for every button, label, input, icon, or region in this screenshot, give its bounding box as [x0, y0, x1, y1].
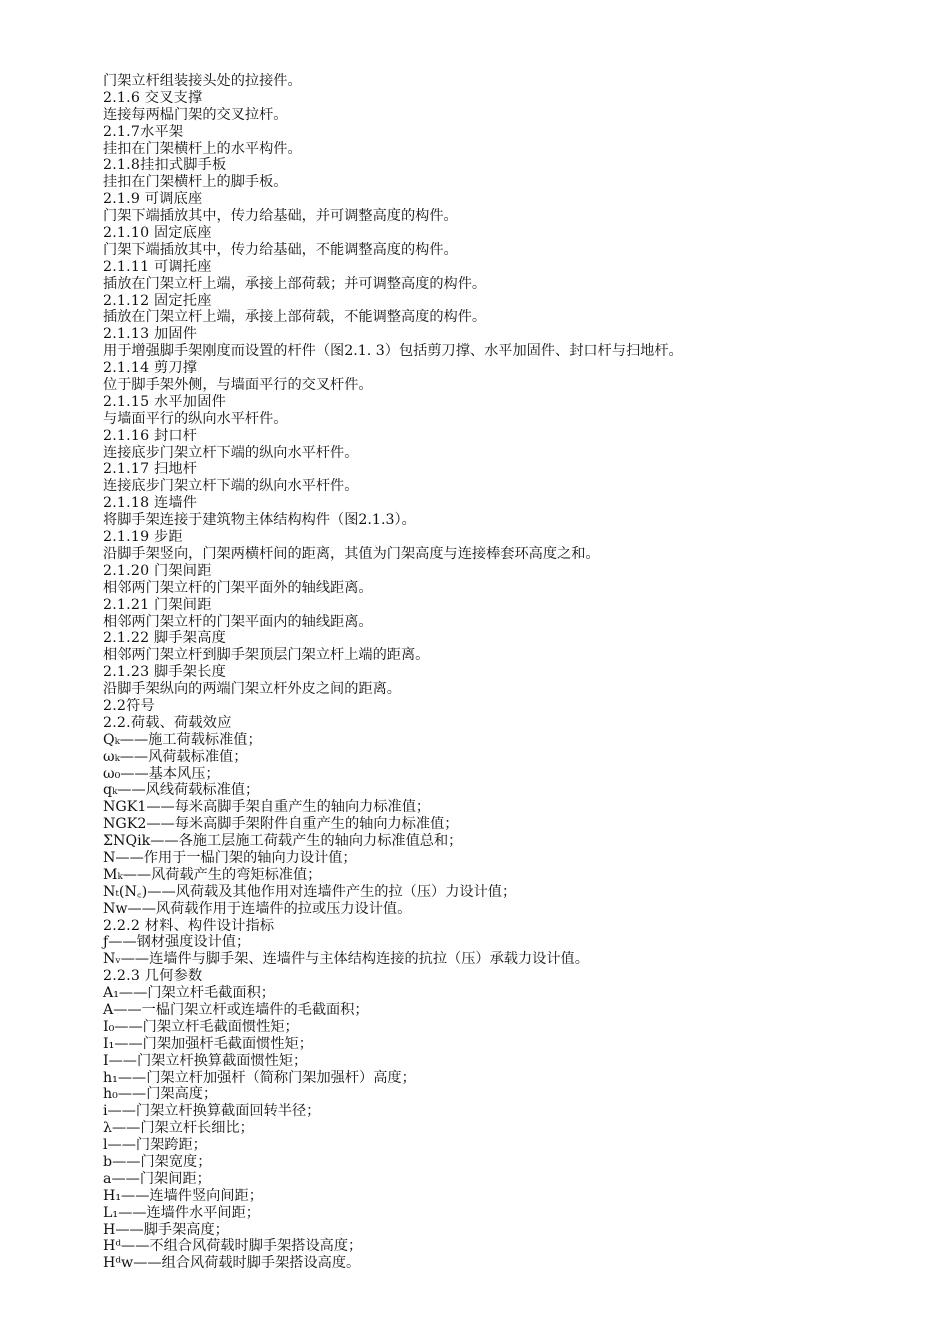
- symbol-definition: ω₀——基本风压；: [103, 765, 220, 782]
- section-heading: 2.1.14 剪刀撑: [103, 360, 198, 377]
- symbol-definition: A——一榀门架立杆或连墙件的毛截面积；: [103, 1001, 369, 1018]
- symbol-definition: i——门架立杆换算截面回转半径；: [103, 1103, 321, 1120]
- paragraph-line: 挂扣在门架横杆上的脚手板。: [103, 174, 288, 191]
- paragraph-line: 门架下端插放其中，传力给基础，并可调整高度的构件。: [103, 208, 458, 225]
- section-heading: 2.1.13 加固件: [103, 326, 198, 343]
- symbol-definition: Nw——风荷载作用于连墙件的拉或压力设计值。: [103, 900, 412, 917]
- symbol-definition: Hᵈ——不组合风荷载时脚手架搭设高度；: [103, 1238, 363, 1255]
- paragraph-line: 相邻两门架立杆的门架平面内的轴线距离。: [103, 613, 373, 630]
- paragraph-line: 沿脚手架竖向，门架两横杆间的距离，其值为门架高度与连接棒套环高度之和。: [103, 545, 600, 562]
- symbol-definition: I——门架立杆换算截面惯性矩；: [103, 1052, 308, 1069]
- section-heading: 2.1.19 步距: [103, 529, 183, 546]
- symbol-definition: NGK2——每米高脚手架附件自重产生的轴向力标准值；: [103, 816, 459, 833]
- symbol-definition: NGK1——每米高脚手架自重产生的轴向力标准值；: [103, 799, 431, 816]
- paragraph-line: 连接底步门架立杆下端的纵向水平杆件。: [103, 444, 359, 461]
- symbol-definition: Mₖ——风荷载产生的弯矩标准值；: [103, 866, 322, 883]
- symbol-definition: I₁——门架加强杆毛截面惯性矩；: [103, 1035, 313, 1052]
- section-heading: 2.2符号: [103, 697, 155, 714]
- section-heading: 2.1.12 固定托座: [103, 292, 212, 309]
- section-heading: 2.1.20 门架间距: [103, 562, 212, 579]
- section-heading: 2.1.17 扫地杆: [103, 461, 198, 478]
- section-heading: 2.1.10 固定底座: [103, 225, 212, 242]
- paragraph-line: 门架立杆组装接头处的拉接件。: [103, 73, 302, 89]
- paragraph-line: 门架下端插放其中，传力给基础，不能调整高度的构件。: [103, 241, 458, 258]
- symbol-definition: l——门架跨距；: [103, 1137, 207, 1154]
- section-heading: 2.1.9 可调底座: [103, 191, 203, 208]
- symbol-definition: H——脚手架高度；: [103, 1221, 229, 1238]
- symbol-definition: Nᵥ——连墙件与脚手架、连墙件与主体结构连接的抗拉（压）承载力设计值。: [103, 951, 589, 968]
- section-heading: 2.2.荷载、荷载效应: [103, 714, 232, 731]
- paragraph-line: 挂扣在门架横杆上的水平构件。: [103, 140, 302, 157]
- section-heading: 2.1.7水平架: [103, 123, 184, 140]
- section-heading: 2.1.16 封口杆: [103, 427, 198, 444]
- symbol-definition: L₁——连墙件水平间距；: [103, 1204, 260, 1221]
- symbol-definition: ωₖ——风荷载标准值；: [103, 748, 248, 765]
- paragraph-line: 插放在门架立杆上端，承接上部荷载；并可调整高度的构件。: [103, 275, 487, 292]
- paragraph-line: 将脚手架连接于建筑物主体结构构件（图2.1.3）。: [103, 512, 416, 529]
- symbol-definition: λ——门架立杆长细比；: [103, 1120, 254, 1137]
- symbol-definition: ƒ——钢材强度设计值；: [103, 934, 251, 951]
- paragraph-line: 沿脚手架纵向的两端门架立杆外皮之间的距离。: [103, 681, 401, 698]
- symbol-definition: ΣNQik——各施工层施工荷载产生的轴向力标准值总和；: [103, 833, 463, 850]
- symbol-definition: N——作用于一榀门架的轴向力设计值；: [103, 849, 357, 866]
- symbol-definition: Hᵈw——组合风荷载时脚手架搭设高度。: [103, 1255, 361, 1272]
- section-heading: 2.1.11 可调托座: [103, 258, 212, 275]
- section-heading: 2.1.15 水平加固件: [103, 393, 226, 410]
- paragraph-line: 相邻两门架立杆的门架平面外的轴线距离。: [103, 579, 373, 596]
- section-heading: 2.1.22 脚手架高度: [103, 630, 226, 647]
- section-heading: 2.1.6 交叉支撑: [103, 89, 203, 106]
- paragraph-line: 插放在门架立杆上端，承接上部荷载，不能调整高度的构件。: [103, 309, 487, 326]
- document-page: [103, 73, 903, 1272]
- symbol-definition: H₁——连墙件竖向间距；: [103, 1187, 263, 1204]
- symbol-definition: I₀——门架立杆毛截面惯性矩；: [103, 1018, 299, 1035]
- symbol-definition: h₀——门架高度；: [103, 1086, 218, 1103]
- paragraph-line: 与墙面平行的纵向水平杆件。: [103, 410, 288, 427]
- symbol-definition: a——门架间距；: [103, 1170, 211, 1187]
- symbol-definition: A₁——门架立杆毛截面积；: [103, 985, 275, 1002]
- paragraph-line: 位于脚手架外侧，与墙面平行的交叉杆件。: [103, 377, 373, 394]
- section-heading: 2.2.2 材料、构件设计指标: [103, 917, 275, 934]
- symbol-definition: Nₜ(N꜀)——风荷载及其他作用对连墙件产生的拉（压）力设计值；: [103, 883, 517, 900]
- section-heading: 2.1.21 门架间距: [103, 596, 212, 613]
- section-heading: 2.1.18 连墙件: [103, 495, 198, 512]
- section-heading: 2.1.8挂扣式脚手板: [103, 157, 227, 174]
- paragraph-line: 连接底步门架立杆下端的纵向水平杆件。: [103, 478, 359, 495]
- symbol-definition: Qₖ——施工荷载标准值；: [103, 731, 262, 748]
- symbol-definition: h₁——门架立杆加强杆（简称门架加强杆）高度；: [103, 1069, 416, 1086]
- symbol-definition: b——门架宽度；: [103, 1154, 212, 1170]
- paragraph-line: 连接每两榀门架的交叉拉杆。: [103, 106, 288, 123]
- section-heading: 2.2.3 几何参数: [103, 968, 203, 985]
- symbol-definition: qₖ——风线荷载标准值；: [103, 782, 260, 799]
- section-heading: 2.1.23 脚手架长度: [103, 664, 226, 681]
- paragraph-line: 用于增强脚手架刚度而设置的杆件（图2.1. 3）包括剪刀撑、水平加固件、封口杆与扫地杆。: [103, 343, 683, 360]
- paragraph-line: 相邻两门架立杆到脚手架顶层门架立杆上端的距离。: [103, 647, 430, 664]
